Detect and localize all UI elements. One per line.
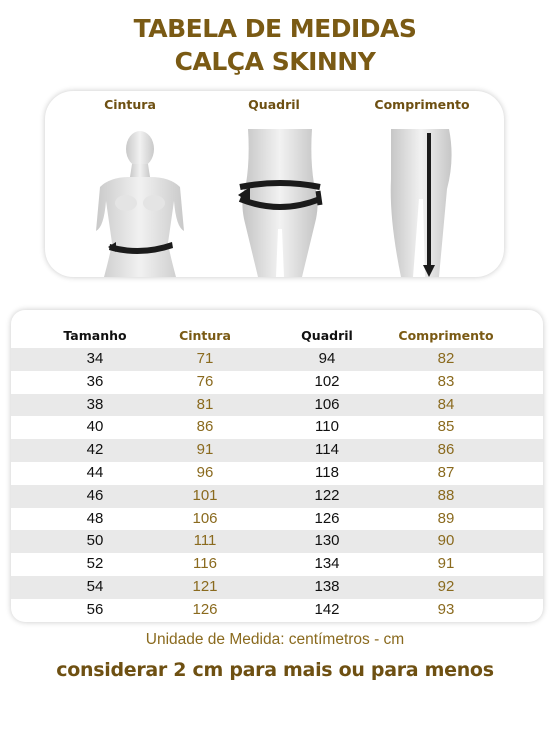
cell-size: 50: [86, 532, 104, 550]
cell-size: 52: [86, 555, 104, 573]
cell-length: 85: [437, 418, 455, 436]
table-row: [11, 462, 543, 485]
cell-size: 36: [86, 372, 104, 390]
cell-length: 82: [437, 350, 455, 367]
cell-waist: 86: [196, 418, 214, 436]
hip-label: Quadril: [248, 97, 300, 112]
length-mannequin-image: [383, 129, 463, 277]
cell-length: 86: [437, 441, 455, 459]
cell-waist: 91: [196, 441, 214, 459]
table-row: [11, 599, 543, 622]
table-row: [11, 530, 543, 553]
cell-waist: 121: [192, 577, 218, 595]
cell-size: 48: [86, 509, 104, 527]
cell-size: 42: [86, 441, 104, 459]
cell-hip: 122: [314, 486, 340, 504]
cell-length: 83: [437, 372, 455, 390]
cell-hip: 126: [314, 509, 340, 527]
measurement-figures-card: [45, 91, 504, 277]
header-waist: Cintura: [179, 328, 231, 343]
table-row: [11, 576, 543, 599]
table-row: [11, 508, 543, 531]
cell-size: 44: [86, 463, 104, 481]
header-size: Tamanho: [63, 328, 127, 343]
cell-hip: 114: [315, 441, 339, 459]
table-header: [11, 326, 543, 348]
cell-waist: 76: [196, 372, 214, 390]
cell-length: 88: [437, 486, 455, 504]
cell-waist: 101: [192, 486, 218, 504]
cell-waist: 81: [196, 395, 214, 413]
cell-waist: 106: [192, 509, 218, 527]
cell-length: 89: [437, 509, 455, 527]
cell-size: 38: [86, 395, 104, 413]
cell-waist: 96: [196, 463, 214, 481]
header-hip: Quadril: [301, 328, 353, 343]
cell-length: 91: [437, 555, 455, 573]
table-body: [11, 348, 543, 622]
waist-mannequin-image: [80, 131, 200, 277]
header-length: Comprimento: [398, 328, 494, 343]
cell-length: 90: [437, 532, 455, 550]
unit-note: Unidade de Medida: centímetros - cm: [145, 631, 405, 648]
cell-hip: 138: [314, 577, 340, 595]
table-row: [11, 553, 543, 576]
cell-size: 40: [86, 418, 104, 436]
cell-size: 56: [86, 600, 104, 618]
cell-size: 46: [86, 486, 104, 504]
cell-waist: 71: [196, 350, 214, 367]
cell-size: 34: [86, 350, 104, 367]
cell-hip: 118: [315, 463, 339, 481]
cell-hip: 94: [318, 350, 336, 367]
cell-length: 92: [437, 577, 455, 595]
table-row: [11, 371, 543, 394]
table-row: [11, 439, 543, 462]
table-row: [11, 485, 543, 508]
cell-waist: 116: [193, 555, 217, 573]
table-row: [11, 348, 543, 371]
cell-waist: 111: [193, 532, 217, 550]
cell-waist: 126: [192, 600, 218, 618]
size-table: [11, 310, 543, 622]
cell-hip: 102: [314, 372, 340, 390]
table-row: [11, 394, 543, 417]
tolerance-note: considerar 2 cm para mais ou para menos: [56, 659, 494, 681]
cell-size: 54: [86, 577, 104, 595]
cell-hip: 142: [314, 600, 340, 618]
length-label: Comprimento: [374, 97, 470, 112]
hip-mannequin-image: [230, 129, 330, 277]
cell-hip: 110: [315, 418, 339, 436]
cell-hip: 106: [314, 395, 340, 413]
waist-label: Cintura: [104, 97, 156, 112]
cell-length: 93: [437, 600, 455, 618]
cell-hip: 130: [314, 532, 340, 550]
cell-length: 87: [437, 463, 455, 481]
table-row: [11, 416, 543, 439]
cell-hip: 134: [314, 555, 340, 573]
cell-length: 84: [437, 395, 455, 413]
title-line-1: TABELA DE MEDIDAS: [133, 14, 417, 43]
title-line-2: CALÇA SKINNY: [174, 47, 376, 76]
